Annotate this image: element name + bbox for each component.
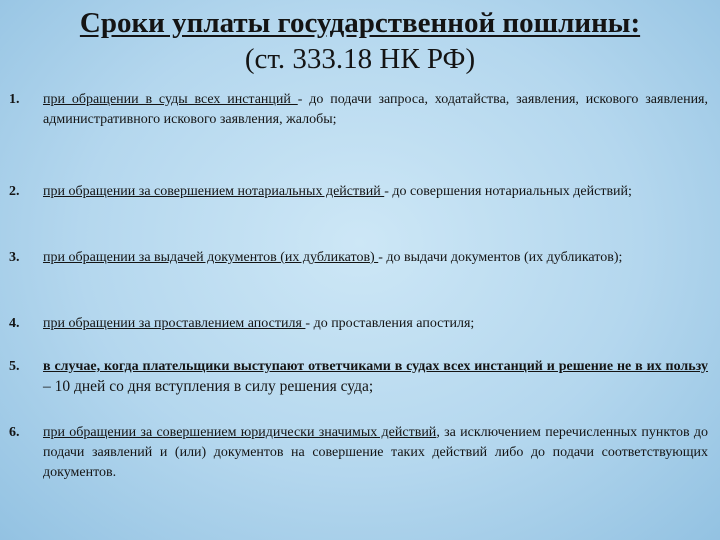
item-rest-text: - до выдачи документов (их дубликатов); — [378, 250, 623, 265]
item-number: 5. — [9, 359, 20, 374]
item-text — [43, 423, 708, 483]
slide-header — [0, 6, 720, 76]
item-underlined-text: при обращении за выдачей документов (их дубликатов) — [43, 250, 379, 265]
item-text — [43, 90, 708, 130]
slide-subtitle: (ст. 333.18 НК РФ) — [244, 43, 476, 75]
item-number: 3. — [9, 250, 20, 265]
item-number: 1. — [9, 92, 20, 107]
slide-title: Сроки уплаты государственной пошлины: — [79, 7, 641, 39]
item-underlined-text: при обращении за совершением нотариальных действий — [43, 184, 385, 199]
item-underlined-text: в случае, когда плательщики выступают ответчиками в судах всех инстанций и решение не в их пользу — [43, 359, 708, 374]
item-number: 2. — [9, 184, 20, 199]
item-underlined-text: при обращении за совершением юридически значимых действий — [43, 425, 437, 440]
item-text — [43, 182, 708, 202]
item-number: 6. — [9, 425, 20, 440]
item-text — [43, 357, 708, 398]
item-rest-text: - до проставления апостиля; — [305, 316, 475, 331]
item-rest-text: - до совершения нотариальных действий; — [384, 184, 632, 199]
item-text — [43, 248, 708, 268]
item-number: 4. — [9, 316, 20, 331]
item-underlined-text: при обращении за проставлением апостиля — [43, 316, 306, 331]
item-rest-text: , за исключением перечисленных пунктов до подачи заявлений и (или) документов на совершение таких действий либо до подачи соответствующих документов. — [43, 425, 709, 480]
item-underlined-text: при обращении в суды всех инстанций — [43, 92, 298, 107]
item-rest-text: - до подачи запроса, ходатайства, заявления, искового заявления, административного искового заявления, жалобы; — [43, 92, 708, 127]
item-text — [43, 314, 708, 334]
item-rest-text: – 10 дней со дня вступления в силу решения суда; — [43, 378, 374, 395]
